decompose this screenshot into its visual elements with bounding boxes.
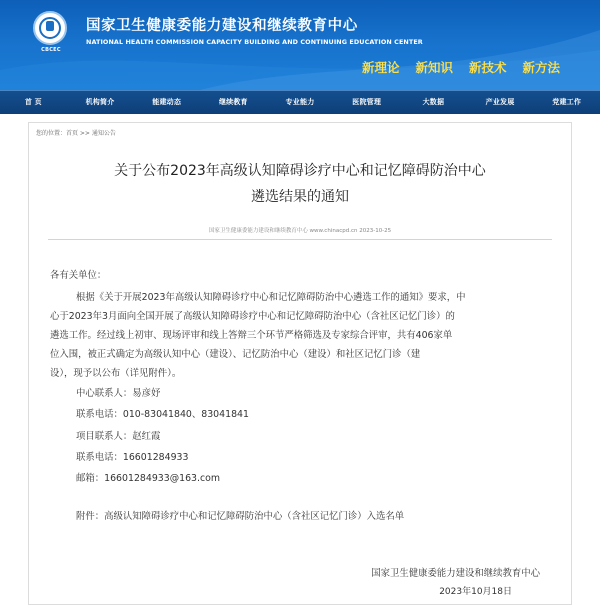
attachment-link[interactable]: 附件：高级认知障碍诊疗中心和记忆障碍防治中心（含社区记忆门诊）入选名单 [76,511,405,522]
title-divider [48,239,552,240]
logo-text: CBCEC [41,47,61,53]
project-phone: 联系电话：16601284933 [76,452,189,463]
article-title-line2: 遴选结果的通知 [251,189,349,205]
paragraph-line: 设），现予以公布（详见附件）。 [50,368,182,379]
slogan-4: 新方法 [522,60,560,75]
nav-item-about[interactable]: 机构简介 [85,98,115,106]
breadcrumb[interactable]: 您的位置：首页 >> 通知公告 [36,130,116,137]
center-contact: 中心联系人：易彦妤 [76,388,161,399]
slogan-group [362,58,560,76]
org-logo-icon[interactable] [33,11,67,45]
salutation: 各有关单位： [50,270,107,281]
article-title [60,158,540,210]
contact-email[interactable]: 邮箱：16601284933@163.com [76,473,221,484]
nav-item-capability[interactable]: 专业能力 [285,98,315,106]
nav-item-home[interactable]: 首 页 [24,98,42,106]
slogan-3: 新技术 [468,60,507,75]
nav-item-industry[interactable]: 产业发展 [485,98,515,106]
paragraph-line: 心于2023年3月面向全国开展了高级认知障碍诊疗中心和记忆障碍防治中心（含社区记忆门诊）的 [50,311,455,322]
paragraph-line: 遴选工作。经过线上初审、现场评审和线上答辩三个环节严格筛选及专家综合评审，共有406家单 [50,330,453,341]
center-phone: 联系电话：010-83041840、83041841 [76,409,249,420]
org-name-cn[interactable]: 国家卫生健康委能力建设和继续教育中心 [86,18,358,34]
paragraph-line: 根据《关于开展2023年高级认知障碍诊疗中心和记忆障碍防治中心遴选工作的通知》要求，中 [76,292,466,303]
slogan-1: 新理论 [361,60,400,75]
nav-item-party[interactable]: 党建工作 [552,98,582,106]
main-nav [0,90,600,114]
nav-item-news[interactable]: 能建动态 [152,98,182,106]
article-meta: 国家卫生健康委能力建设和继续教育中心 www.chinacpd.cn 2023-10-25 [208,228,392,234]
signature-date: 2023年10月18日 [439,587,512,597]
paragraph-line: 位入围，被正式确定为高级认知中心（建设）、记忆防治中心（建设）和社区记忆门诊（建 [50,349,421,360]
org-name-en: NATIONAL HEALTH COMMISSION CAPACITY BUILDING AND CONTINUING EDUCATION CENTER [86,38,423,46]
article-title-line1: 关于公布2023年高级认知障碍诊疗中心和记忆障碍防治中心 [114,163,486,179]
nav-item-hospital[interactable]: 医院管理 [352,98,382,106]
project-contact: 项目联系人：赵红霞 [76,431,161,442]
nav-item-education[interactable]: 继续教育 [218,98,248,106]
site-header [0,0,600,90]
nav-item-bigdata[interactable]: 大数据 [422,98,445,106]
signature-org: 国家卫生健康委能力建设和继续教育中心 [371,568,540,579]
slogan-2: 新知识 [415,60,453,75]
